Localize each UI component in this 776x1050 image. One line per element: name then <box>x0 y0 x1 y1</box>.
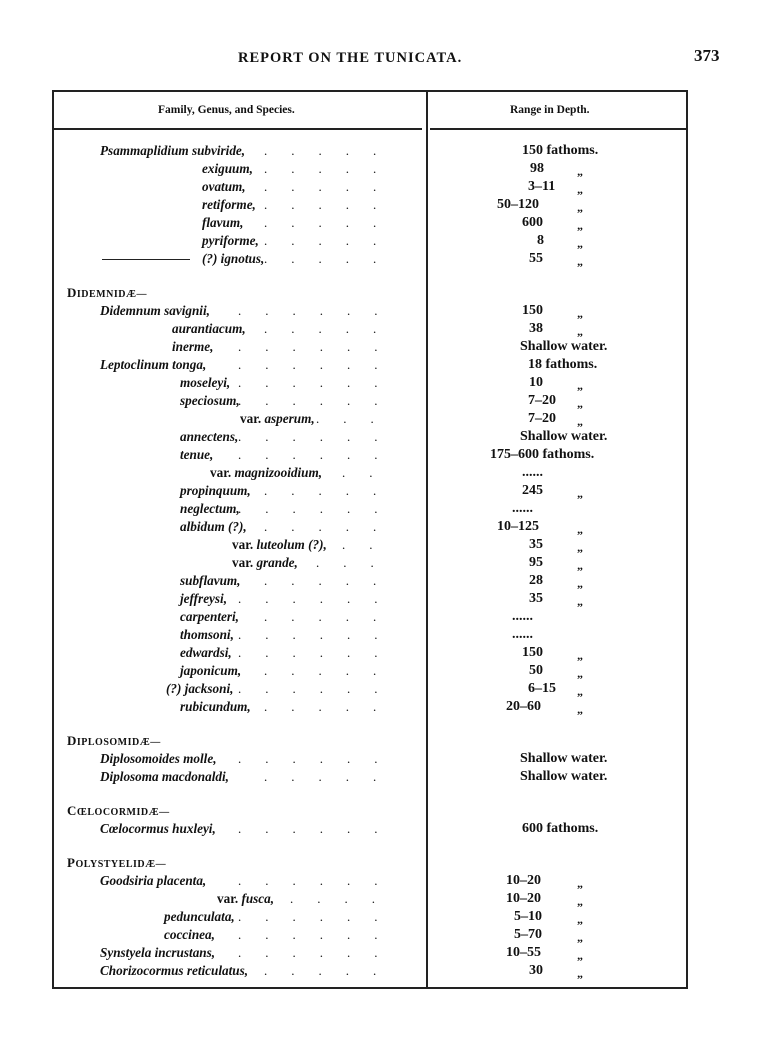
family-name: CŒLOCORMIDÆ— <box>67 803 170 818</box>
family-row <box>52 732 688 750</box>
depth-value: 600 fathoms. <box>522 821 599 836</box>
depth-value: 8 <box>537 233 544 248</box>
species-row <box>52 768 688 786</box>
depth-value: 30 <box>529 963 543 978</box>
species-name: Leptoclinum tonga, <box>100 357 207 372</box>
species-row <box>52 608 688 626</box>
species-row <box>52 160 688 178</box>
leader-dots: ...... <box>238 945 402 960</box>
column-header-species: Family, Genus, and Species. <box>158 104 295 116</box>
species-name: var. grande, <box>232 555 298 570</box>
leader-dots: ..... <box>264 197 401 212</box>
leader-dots: ..... <box>264 699 401 714</box>
leader-dots: ...... <box>238 447 402 462</box>
species-name: jeffreysi, <box>180 591 227 606</box>
depth-value: 18 fathoms. <box>528 357 598 372</box>
species-name: coccinea, <box>164 927 215 942</box>
depth-value: 35 <box>529 591 543 606</box>
species-name: neglectum, <box>180 501 240 516</box>
species-row <box>52 820 688 838</box>
depth-value: 50 <box>529 663 543 678</box>
depth-table <box>52 90 688 990</box>
leader-dots: ...... <box>238 429 402 444</box>
leader-dots: .. <box>342 537 397 552</box>
leader-dots: ...... <box>238 751 402 766</box>
depth-value: 10 <box>529 375 543 390</box>
leader-dots: ...... <box>238 591 402 606</box>
leader-dots: ..... <box>264 963 401 978</box>
depth-value: 150 fathoms. <box>522 143 599 158</box>
depth-value: ...... <box>512 501 533 516</box>
depth-value: 3–11 <box>528 179 556 194</box>
depth-value: 55 <box>529 251 543 266</box>
ditto-dash <box>102 259 190 260</box>
column-header-depth: Range in Depth. <box>510 104 590 116</box>
species-name: (?) jacksoni, <box>166 681 234 696</box>
leader-dots: ...... <box>238 681 402 696</box>
depth-value: 5–70 <box>514 927 542 942</box>
species-row <box>52 464 688 482</box>
ditto-mark: „ <box>577 540 583 554</box>
depth-value: 6–15 <box>528 681 556 696</box>
species-row <box>52 142 688 160</box>
species-row <box>52 536 688 554</box>
species-row <box>52 374 688 392</box>
species-row <box>52 926 688 944</box>
ditto-mark: „ <box>577 486 583 500</box>
family-row <box>52 854 688 872</box>
ditto-mark: „ <box>577 648 583 662</box>
species-row <box>52 500 688 518</box>
ditto-mark: „ <box>577 396 583 410</box>
species-name: moseleyi, <box>180 375 231 390</box>
header-rule-right <box>430 128 686 130</box>
family-row <box>52 802 688 820</box>
ditto-mark: „ <box>577 522 583 536</box>
species-name: retiforme, <box>202 197 256 212</box>
ditto-mark: „ <box>577 666 583 680</box>
depth-value: ...... <box>522 465 543 480</box>
species-name: Diplosoma macdonaldi, <box>100 769 229 784</box>
species-row <box>52 356 688 374</box>
leader-dots: ...... <box>238 873 402 888</box>
depth-value: 5–10 <box>514 909 542 924</box>
ditto-mark: „ <box>577 594 583 608</box>
depth-value: Shallow water. <box>520 751 608 766</box>
depth-value: Shallow water. <box>520 769 608 784</box>
species-row <box>52 446 688 464</box>
species-row <box>52 338 688 356</box>
ditto-mark: „ <box>577 702 583 716</box>
header-rule-left <box>52 128 422 130</box>
species-row <box>52 410 688 428</box>
running-title: REPORT ON THE TUNICATA. <box>238 50 463 66</box>
depth-value: Shallow water. <box>520 339 608 354</box>
species-row <box>52 214 688 232</box>
species-name: speciosum, <box>180 393 240 408</box>
depth-value: 245 <box>522 483 543 498</box>
ditto-mark: „ <box>577 912 583 926</box>
species-name: japonicum, <box>180 663 242 678</box>
ditto-mark: „ <box>577 164 583 178</box>
table-bottom-rule <box>52 987 688 989</box>
depth-value: 95 <box>529 555 543 570</box>
page-number: 373 <box>694 46 720 65</box>
ditto-mark: „ <box>577 966 583 980</box>
depth-value: 150 <box>522 303 543 318</box>
species-row <box>52 482 688 500</box>
ditto-mark: „ <box>577 306 583 320</box>
species-row <box>52 572 688 590</box>
species-row <box>52 750 688 768</box>
leader-dots: ... <box>316 411 398 426</box>
family-name: POLYSTYELIDÆ— <box>67 855 167 870</box>
depth-value: 600 <box>522 215 543 230</box>
species-row <box>52 908 688 926</box>
species-row <box>52 518 688 536</box>
species-row <box>52 698 688 716</box>
ditto-mark: „ <box>577 378 583 392</box>
leader-dots: ..... <box>264 215 401 230</box>
species-name: exiguum, <box>202 161 253 176</box>
table-top-rule <box>52 90 688 92</box>
family-name: DIPLOSOMIDÆ— <box>67 733 161 748</box>
leader-dots: ...... <box>238 303 402 318</box>
species-name: inerme, <box>172 339 214 354</box>
depth-value: ...... <box>512 627 533 642</box>
species-row <box>52 626 688 644</box>
species-name: Cœlocormus huxleyi, <box>100 821 216 836</box>
species-name: var. asperum, <box>240 411 315 426</box>
leader-dots: ..... <box>264 663 401 678</box>
depth-value: 10–20 <box>506 873 541 888</box>
species-name: albidum (?), <box>180 519 247 534</box>
species-row <box>52 428 688 446</box>
leader-dots: ..... <box>264 573 401 588</box>
species-row <box>52 302 688 320</box>
ditto-mark: „ <box>577 876 583 890</box>
leader-dots: ..... <box>264 233 401 248</box>
species-name: flavum, <box>202 215 244 230</box>
leader-dots: ...... <box>238 927 402 942</box>
ditto-mark: „ <box>577 558 583 572</box>
leader-dots: ..... <box>264 143 401 158</box>
ditto-mark: „ <box>577 324 583 338</box>
species-name: var. magnizooidium, <box>210 465 323 480</box>
ditto-mark: „ <box>577 948 583 962</box>
depth-value: Shallow water. <box>520 429 608 444</box>
depth-value: 175–600 fathoms. <box>490 447 595 462</box>
depth-value: 7–20 <box>528 393 556 408</box>
species-row <box>52 962 688 980</box>
leader-dots: ...... <box>238 357 402 372</box>
species-name: tenue, <box>180 447 214 462</box>
ditto-mark: „ <box>577 894 583 908</box>
ditto-mark: „ <box>577 182 583 196</box>
species-name: Psammaplidium subviride, <box>100 143 246 158</box>
depth-value: 150 <box>522 645 543 660</box>
species-row <box>52 872 688 890</box>
leader-dots: ..... <box>264 161 401 176</box>
species-name: pyriforme, <box>202 233 259 248</box>
leader-dots: ..... <box>264 251 401 266</box>
leader-dots: .... <box>290 891 399 906</box>
species-name: var. fusca, <box>217 891 275 906</box>
depth-value: 35 <box>529 537 543 552</box>
leader-dots: ...... <box>238 339 402 354</box>
depth-value: 28 <box>529 573 543 588</box>
species-row <box>52 392 688 410</box>
species-row <box>52 680 688 698</box>
species-name: carpenteri, <box>180 609 239 624</box>
leader-dots: ...... <box>238 627 402 642</box>
species-name: rubicundum, <box>180 699 251 714</box>
species-row <box>52 644 688 662</box>
species-name: aurantiacum, <box>172 321 246 336</box>
depth-value: 20–60 <box>506 699 541 714</box>
leader-dots: ...... <box>238 501 402 516</box>
depth-value: 98 <box>530 161 544 176</box>
leader-dots: ..... <box>264 179 401 194</box>
species-row <box>52 944 688 962</box>
depth-value: 50–120 <box>497 197 539 212</box>
species-row <box>52 178 688 196</box>
species-name: Chorizocormus reticulatus, <box>100 963 249 978</box>
running-header <box>0 44 776 68</box>
leader-dots: ..... <box>264 609 401 624</box>
leader-dots: .. <box>342 465 397 480</box>
species-name: pedunculata, <box>164 909 235 924</box>
leader-dots: ... <box>316 555 398 570</box>
ditto-mark: „ <box>577 254 583 268</box>
species-name: (?) ignotus, <box>202 251 265 266</box>
ditto-mark: „ <box>577 414 583 428</box>
depth-value: ...... <box>512 609 533 624</box>
leader-dots: ..... <box>264 321 401 336</box>
species-row <box>52 196 688 214</box>
ditto-mark: „ <box>577 218 583 232</box>
species-row <box>52 554 688 572</box>
depth-value: 7–20 <box>528 411 556 426</box>
ditto-mark: „ <box>577 930 583 944</box>
family-row <box>52 284 688 302</box>
species-row <box>52 320 688 338</box>
species-name: Synstyela incrustans, <box>100 945 216 960</box>
depth-value: 10–20 <box>506 891 541 906</box>
species-name: Didemnum savignii, <box>100 303 210 318</box>
species-name: Diplosomoides molle, <box>100 751 217 766</box>
species-name: thomsoni, <box>180 627 234 642</box>
depth-value: 38 <box>529 321 543 336</box>
ditto-mark: „ <box>577 576 583 590</box>
family-name: DIDEMNIDÆ— <box>67 285 147 300</box>
leader-dots: ...... <box>238 393 402 408</box>
ditto-mark: „ <box>577 684 583 698</box>
species-row <box>52 662 688 680</box>
leader-dots: ...... <box>238 909 402 924</box>
leader-dots: ..... <box>264 769 401 784</box>
species-row <box>52 232 688 250</box>
species-row <box>52 590 688 608</box>
leader-dots: ...... <box>238 821 402 836</box>
species-row <box>52 250 688 268</box>
leader-dots: ...... <box>238 645 402 660</box>
species-name: annectens, <box>180 429 239 444</box>
ditto-mark: „ <box>577 200 583 214</box>
species-row <box>52 890 688 908</box>
leader-dots: ..... <box>264 483 401 498</box>
depth-value: 10–125 <box>497 519 539 534</box>
leader-dots: ...... <box>238 375 402 390</box>
ditto-mark: „ <box>577 236 583 250</box>
species-name: edwardsi, <box>180 645 232 660</box>
leader-dots: ..... <box>264 519 401 534</box>
depth-value: 10–55 <box>506 945 541 960</box>
species-name: var. luteolum (?), <box>232 537 327 552</box>
species-name: propinquum, <box>180 483 251 498</box>
species-name: ovatum, <box>202 179 246 194</box>
species-name: Goodsiria placenta, <box>100 873 207 888</box>
species-name: subflavum, <box>180 573 241 588</box>
